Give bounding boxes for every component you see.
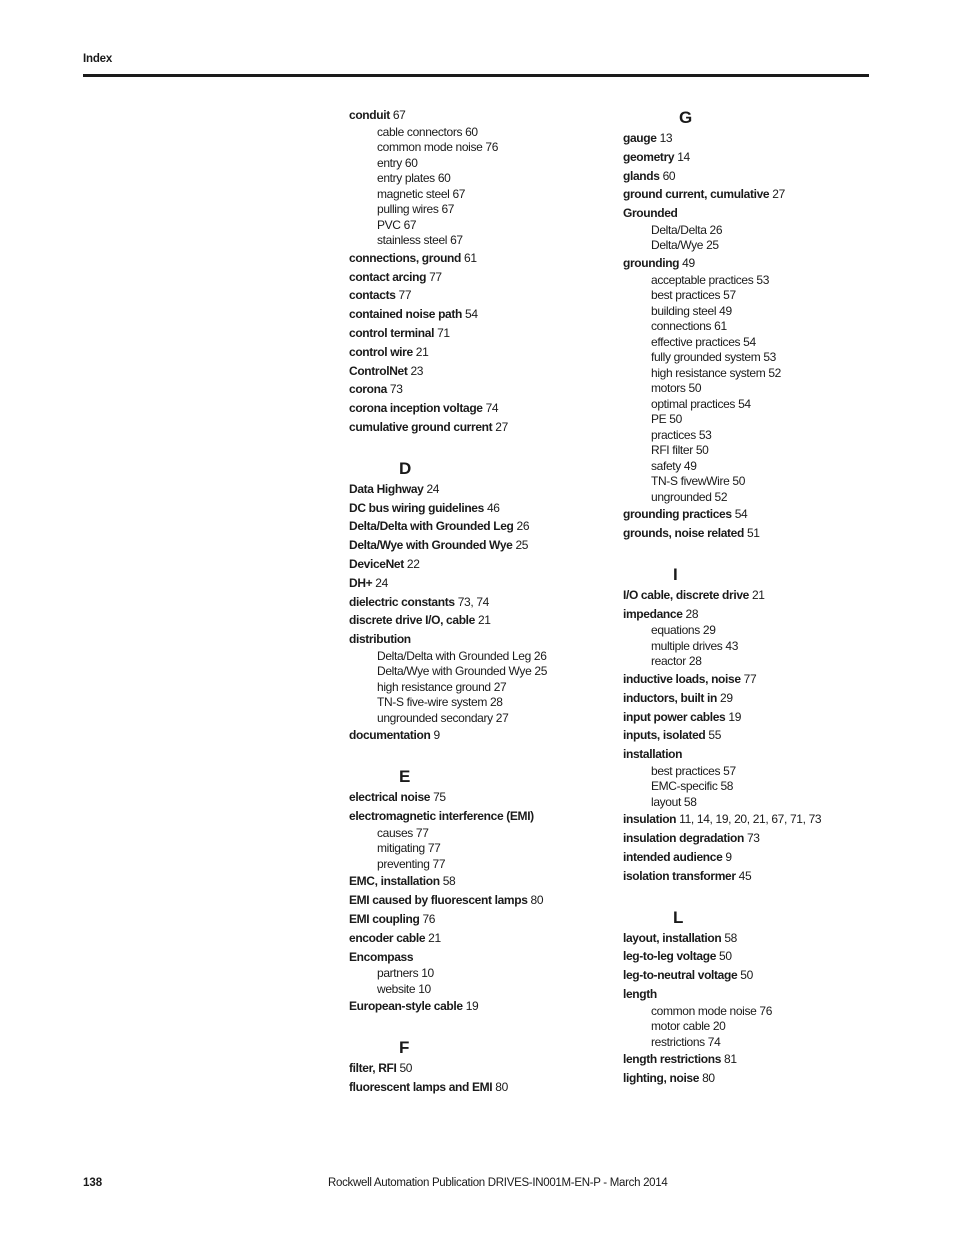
index-term-line: [349, 249, 609, 268]
index-term: contained noise path: [349, 307, 463, 322]
index-page-ref[interactable]: 27: [495, 419, 508, 434]
index-page-ref[interactable]: 21: [428, 930, 441, 945]
index-term-line: [349, 1059, 609, 1078]
index-subentry[interactable]: magnetic steel 67: [377, 186, 466, 201]
section-letter: G: [679, 108, 693, 127]
index-entry: [349, 536, 609, 555]
index-term: intended audience: [623, 850, 723, 865]
index-subentry[interactable]: stainless steel 67: [377, 233, 463, 248]
index-term-line: [349, 807, 609, 826]
index-entry: [623, 586, 883, 605]
index-page-ref[interactable]: 25: [515, 538, 529, 553]
index-term: cumulative ground current: [349, 419, 493, 434]
index-term: electromagnetic interference (EMI): [349, 809, 534, 824]
index-subentry[interactable]: equations 29: [651, 623, 716, 638]
index-term-line: [623, 966, 883, 985]
index-entry: [623, 985, 883, 1050]
index-page-ref[interactable]: 50: [719, 949, 732, 964]
index-subentry[interactable]: TN-S fivewWire 50: [651, 474, 746, 489]
index-subentry[interactable]: PE 50: [651, 412, 682, 427]
index-page-ref[interactable]: 45: [738, 868, 752, 883]
index-subentry[interactable]: fully grounded system 53: [651, 350, 777, 365]
index-entry: [349, 399, 609, 418]
index-page-ref[interactable]: 22: [406, 556, 420, 571]
index-entry: [623, 185, 883, 204]
index-page-ref[interactable]: 54: [465, 307, 478, 322]
index-term-line: [349, 106, 609, 125]
index-subentry[interactable]: restrictions 74: [651, 1034, 721, 1049]
index-page-ref[interactable]: 54: [734, 507, 748, 522]
index-entry: [349, 726, 609, 745]
index-term: Grounded: [623, 206, 678, 221]
index-page-ref[interactable]: 50: [399, 1061, 413, 1076]
index-term-line: [623, 810, 883, 829]
index-page-ref[interactable]: 50: [740, 968, 753, 983]
index-entry: [349, 249, 609, 268]
index-page-ref[interactable]: 73, 74: [457, 594, 489, 609]
running-header: Index: [83, 53, 113, 65]
index-term-line: [349, 910, 609, 929]
index-entry: [349, 929, 609, 948]
index-term-line: [623, 1050, 883, 1069]
index-term: I/O cable, discrete drive: [623, 587, 749, 602]
index-term: isolation transformer: [623, 868, 736, 883]
index-term-line: [623, 867, 883, 886]
index-term: gauge: [623, 131, 657, 145]
index-entry: [349, 630, 609, 726]
index-term-line: [623, 505, 883, 524]
section-letter: L: [673, 907, 684, 927]
index-entry: [623, 204, 883, 254]
index-term-line: [349, 499, 609, 518]
index-entry: [349, 286, 609, 305]
index-page-ref[interactable]: 77: [398, 288, 412, 303]
index-entry: [623, 1050, 883, 1069]
index-entry: [623, 810, 883, 829]
index-term-line: [623, 726, 883, 745]
index-subentry[interactable]: ungrounded 52: [651, 489, 728, 504]
index-term-line: [349, 480, 609, 499]
index-term: EMC, installation: [349, 874, 440, 889]
index-entry: [623, 966, 883, 985]
index-page-ref[interactable]: 71: [437, 325, 450, 340]
index-entry: [623, 129, 883, 148]
index-subentry[interactable]: common mode noise 76: [651, 1003, 773, 1018]
index-column-left: [349, 106, 609, 1097]
index-term-line: [349, 1078, 609, 1097]
index-term-line: [349, 418, 609, 437]
index-term: grounds, noise related: [623, 526, 744, 541]
index-entry: [349, 480, 609, 499]
section-letter: I: [673, 564, 678, 584]
index-term: inputs, isolated: [623, 728, 706, 743]
index-subentry[interactable]: safety 49: [651, 458, 697, 473]
index-page-ref[interactable]: 21: [477, 613, 491, 628]
index-term-line: [349, 305, 609, 324]
index-page-ref[interactable]: 67: [392, 108, 406, 122]
index-term-line: [349, 997, 609, 1016]
page-number: 138: [83, 1177, 103, 1189]
index-entry: [349, 343, 609, 362]
index-term: length restrictions: [623, 1052, 722, 1067]
index-subentry[interactable]: high resistance system 52: [651, 365, 781, 380]
index-term-line: [623, 605, 883, 624]
index-entry: [623, 670, 883, 689]
index-subentry[interactable]: partners 10: [377, 966, 434, 981]
index-term-line: [349, 726, 609, 745]
section-letter: E: [399, 767, 411, 787]
index-subentry[interactable]: best practices 57: [651, 763, 736, 778]
index-page-ref[interactable]: 60: [662, 168, 676, 183]
index-entry: [349, 106, 609, 249]
index-term: control terminal: [349, 325, 435, 340]
index-term-line: [623, 848, 883, 867]
index-entry: [349, 872, 609, 891]
index-page-ref[interactable]: 51: [746, 526, 760, 541]
index-page-ref[interactable]: 80: [530, 893, 544, 908]
index-subentry[interactable]: EMC-specific 58: [651, 779, 734, 794]
index-subentry[interactable]: entry plates 60: [377, 171, 451, 186]
index-term: installation: [623, 747, 683, 762]
index-term: corona inception voltage: [349, 401, 483, 416]
index-term-line: [349, 399, 609, 418]
index-entry: [349, 305, 609, 324]
index-subentry[interactable]: motors 50: [651, 381, 702, 396]
index-entry: [349, 997, 609, 1016]
index-subentry[interactable]: Delta/Delta 26: [651, 222, 723, 237]
index-entry: [349, 1078, 609, 1097]
index-entry: [623, 605, 883, 670]
index-term-line: [349, 517, 609, 536]
index-term: electrical noise: [349, 790, 431, 805]
index-term-line: [349, 536, 609, 555]
index-page-ref[interactable]: 74: [485, 401, 499, 416]
index-term: EMI caused by fluorescent lamps: [349, 893, 528, 908]
index-subentry[interactable]: RFI filter 50: [651, 443, 709, 458]
index-entry: [349, 788, 609, 807]
index-term: leg-to-leg voltage: [623, 949, 717, 964]
index-subentry[interactable]: multiple drives 43: [651, 638, 739, 653]
index-entry: [623, 708, 883, 727]
index-term-line: [623, 708, 883, 727]
index-term-line: [349, 268, 609, 287]
index-entry: [623, 867, 883, 886]
index-page-ref[interactable]: 55: [708, 728, 722, 743]
index-term: ground current, cumulative: [623, 187, 770, 202]
index-entry: [623, 829, 883, 848]
index-term-line: [623, 985, 883, 1004]
index-entry: [349, 574, 609, 593]
index-subentry[interactable]: optimal practices 54: [651, 396, 751, 411]
index-term-line: [349, 574, 609, 593]
index-term-line: [623, 745, 883, 764]
index-subentry[interactable]: mitigating 77: [377, 841, 441, 856]
index-term: connections, ground: [349, 250, 462, 265]
index-term: inductive loads, noise: [623, 671, 741, 686]
index-entry: [349, 268, 609, 287]
index-subentry[interactable]: ungrounded secondary 27: [377, 710, 509, 725]
index-page-ref[interactable]: 26: [516, 519, 530, 534]
index-entry: [349, 611, 609, 630]
index-page-ref[interactable]: 46: [486, 500, 500, 515]
index-page-ref[interactable]: 13: [659, 131, 673, 145]
index-page-ref[interactable]: 49: [682, 255, 695, 270]
index-subentry[interactable]: connections 61: [651, 319, 727, 334]
index-term: corona: [349, 382, 387, 397]
index-term: encoder cable: [349, 930, 426, 945]
index-term-line: [623, 254, 883, 273]
index-subentry[interactable]: pulling wires 67: [377, 202, 455, 217]
index-page-ref[interactable]: 24: [375, 575, 388, 590]
index-page-ref[interactable]: 29: [720, 690, 733, 705]
index-term: Encompass: [349, 949, 414, 964]
index-entry: [623, 929, 883, 948]
index-term-line: [623, 524, 883, 543]
index-term-line: [349, 630, 609, 649]
index-subentry[interactable]: causes 77: [377, 825, 429, 840]
index-term-line: [623, 148, 883, 167]
index-term: impedance: [623, 606, 683, 621]
index-page-ref[interactable]: 24: [426, 481, 440, 496]
index-term: lighting, noise: [623, 1071, 700, 1086]
index-term: EMI coupling: [349, 911, 420, 926]
index-subentry[interactable]: PVC 67: [377, 217, 417, 232]
index-term-line: [349, 324, 609, 343]
index-term: insulation: [623, 812, 677, 827]
section-letter: F: [399, 1038, 410, 1058]
index-entry: [623, 947, 883, 966]
index-page-ref[interactable]: 75: [433, 790, 446, 805]
index-page-ref[interactable]: 9: [433, 728, 440, 743]
index-page-ref[interactable]: 76: [422, 911, 436, 926]
header-rule: [83, 74, 869, 77]
index-term-line: [623, 947, 883, 966]
index-entry: [349, 517, 609, 536]
index-subentry[interactable]: common mode noise 76: [377, 140, 499, 155]
index-entry: [623, 848, 883, 867]
index-term: DH+: [349, 575, 373, 590]
index-page-ref[interactable]: 80: [495, 1079, 508, 1094]
index-term-line: [623, 185, 883, 204]
index-page-ref[interactable]: 11, 14, 19, 20, 21, 67, 71, 73: [679, 812, 822, 827]
index-term: discrete drive I/O, cable: [349, 613, 475, 628]
index-page-ref[interactable]: 9: [725, 850, 732, 865]
index-page-ref[interactable]: 58: [442, 874, 456, 889]
index-entry: [349, 948, 609, 998]
index-term-line: [349, 362, 609, 381]
index-entry: [349, 1059, 609, 1078]
index-entry: [349, 891, 609, 910]
index-term-line: [623, 129, 883, 148]
index-subentry[interactable]: high resistance ground 27: [377, 679, 507, 694]
index-page-ref[interactable]: 77: [743, 671, 757, 686]
index-term-line: [623, 829, 883, 848]
index-term-line: [349, 872, 609, 891]
index-entry: [349, 593, 609, 612]
index-entry: [349, 380, 609, 399]
index-column-right: [623, 106, 883, 1088]
index-term-line: [623, 670, 883, 689]
index-entry: [623, 1069, 883, 1088]
section-letter: D: [399, 458, 412, 478]
index-subentry[interactable]: entry 60: [377, 155, 418, 170]
index-page-ref[interactable]: 23: [410, 363, 424, 378]
index-term-line: [623, 586, 883, 605]
index-entry: [623, 254, 883, 505]
index-term-line: [349, 555, 609, 574]
index-subentry[interactable]: Delta/Delta with Grounded Leg 26: [377, 648, 547, 663]
index-entry: [349, 499, 609, 518]
index-term-line: [349, 286, 609, 305]
index-page-ref[interactable]: 21: [415, 344, 429, 359]
index-term-line: [349, 593, 609, 612]
index-term: fluorescent lamps and EMI: [349, 1079, 493, 1094]
index-term-line: [349, 611, 609, 630]
index-entry: [623, 689, 883, 708]
index-term: length: [623, 987, 657, 1002]
index-term-line: [349, 343, 609, 362]
index-term: input power cables: [623, 709, 726, 724]
index-term: European-style cable: [349, 999, 463, 1014]
index-subentry[interactable]: practices 53: [651, 427, 712, 442]
index-entry: [623, 745, 883, 810]
index-term: glands: [623, 168, 660, 183]
index-page-ref[interactable]: 61: [464, 250, 477, 265]
index-term: grounding practices: [623, 507, 732, 522]
index-entry: [349, 418, 609, 437]
index-term: grounding: [623, 255, 680, 270]
index-term: Delta/Wye with Grounded Wye: [349, 538, 513, 553]
index-subentry[interactable]: preventing 77: [377, 856, 446, 871]
index-subentry[interactable]: best practices 57: [651, 288, 736, 303]
index-entry: [623, 148, 883, 167]
index-page-ref[interactable]: 27: [772, 187, 785, 202]
index-page-ref[interactable]: 73: [746, 831, 760, 846]
index-term-line: [623, 204, 883, 223]
index-term-line: [349, 380, 609, 399]
index-term-line: [623, 1069, 883, 1088]
index-entry: [623, 505, 883, 524]
index-term-line: [349, 948, 609, 967]
index-entry: [349, 324, 609, 343]
index-term: documentation: [349, 728, 431, 743]
index-page-ref[interactable]: 28: [685, 606, 699, 621]
index-page-ref[interactable]: 73: [389, 382, 403, 397]
index-entry: [623, 524, 883, 543]
index-term: Delta/Delta with Grounded Leg: [349, 519, 514, 534]
index-entry: [349, 555, 609, 574]
index-entry: [349, 362, 609, 381]
index-entry: [349, 807, 609, 872]
index-page-ref[interactable]: 21: [751, 587, 765, 602]
index-term-line: [623, 689, 883, 708]
index-page-ref[interactable]: 19: [465, 999, 479, 1014]
index-subentry[interactable]: Delta/Wye with Grounded Wye 25: [377, 664, 548, 679]
index-term: leg-to-neutral voltage: [623, 968, 738, 983]
index-entry: [623, 167, 883, 186]
index-term-line: [623, 929, 883, 948]
index-term: inductors, built in: [623, 690, 718, 705]
index-subentry[interactable]: motor cable 20: [651, 1019, 726, 1034]
index-subentry[interactable]: website 10: [377, 981, 431, 996]
index-subentry[interactable]: cable connectors 60: [377, 124, 478, 139]
index-subentry[interactable]: building steel 49: [651, 303, 732, 318]
index-subentry[interactable]: layout 58: [651, 794, 697, 809]
index-page-ref[interactable]: 77: [429, 269, 442, 284]
index-term-line: [349, 929, 609, 948]
index-term: DeviceNet: [349, 556, 404, 571]
index-term: distribution: [349, 632, 411, 647]
index-term: Data Highway: [349, 481, 424, 496]
index-term-line: [349, 891, 609, 910]
index-page-ref[interactable]: 80: [702, 1071, 715, 1086]
index-term: dielectric constants: [349, 594, 455, 609]
index-subentry[interactable]: reactor 28: [651, 654, 702, 669]
index-term: layout, installation: [623, 930, 722, 945]
index-entry: [623, 726, 883, 745]
index-term-line: [623, 167, 883, 186]
index-term: control wire: [349, 344, 413, 359]
index-subentry[interactable]: acceptable practices 53: [651, 272, 770, 287]
index-subentry[interactable]: Delta/Wye 25: [651, 238, 719, 253]
index-term: geometry: [623, 149, 675, 164]
index-subentry[interactable]: TN-S five-wire system 28: [377, 695, 503, 710]
index-term: contacts: [349, 288, 396, 303]
index-term-line: [349, 788, 609, 807]
index-term: ControlNet: [349, 363, 408, 378]
index-subentry[interactable]: effective practices 54: [651, 334, 756, 349]
index-term: conduit: [349, 108, 390, 122]
index-term: insulation degradation: [623, 831, 744, 846]
index-entry: [349, 910, 609, 929]
index-page-ref[interactable]: 19: [728, 709, 742, 724]
index-page-ref[interactable]: 58: [724, 930, 737, 945]
index-page-ref[interactable]: 81: [724, 1052, 737, 1067]
index-term: filter, RFI: [349, 1061, 397, 1076]
publication-info: Rockwell Automation Publication DRIVES-IN001M-EN-P - March 2014: [328, 1177, 668, 1189]
index-term: DC bus wiring guidelines: [349, 500, 484, 515]
index-page-ref[interactable]: 14: [677, 149, 690, 164]
index-term: contact arcing: [349, 269, 427, 284]
